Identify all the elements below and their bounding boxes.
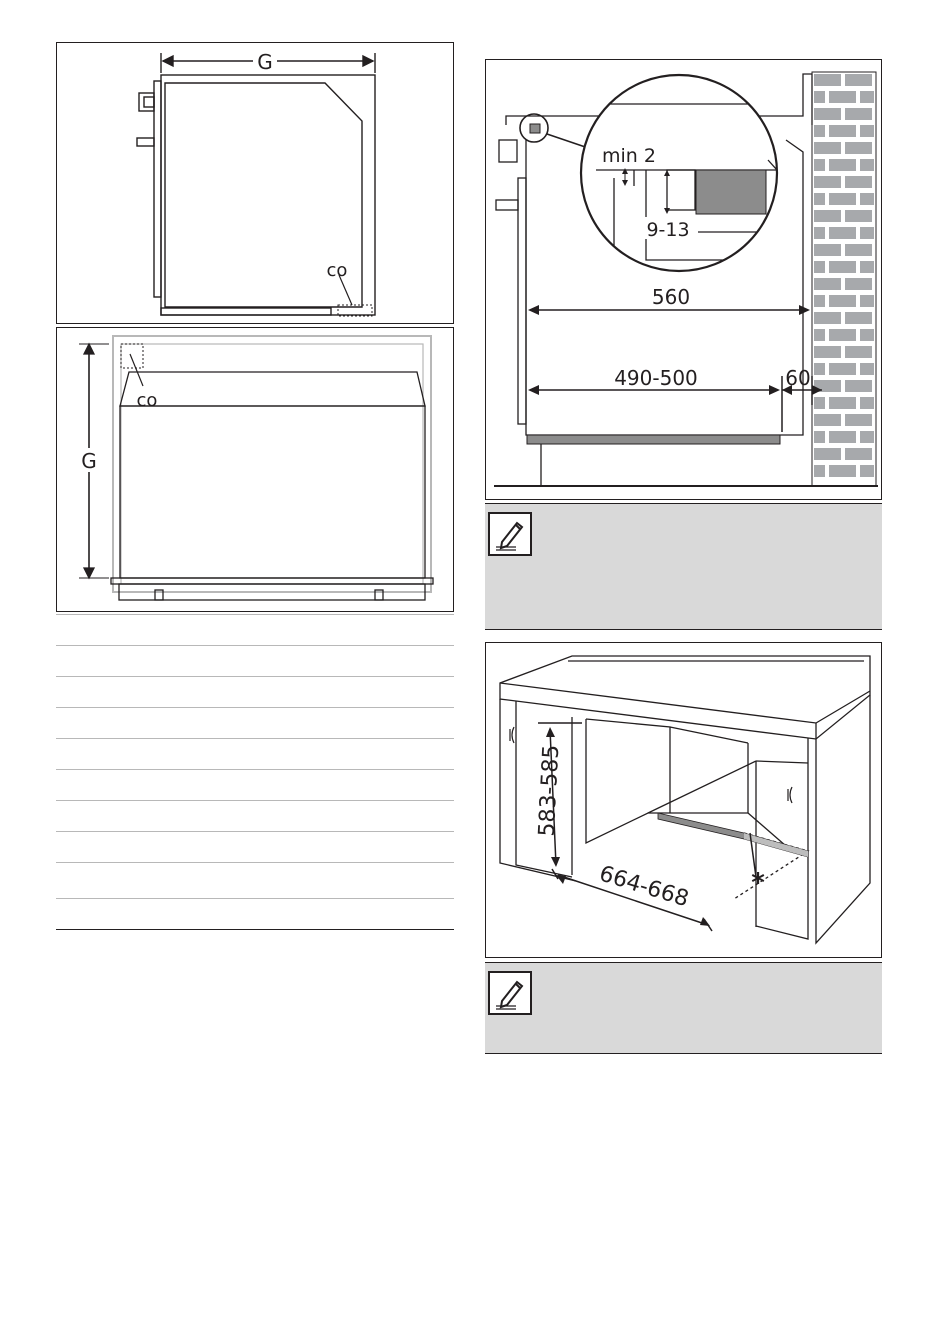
table-rule xyxy=(56,676,454,677)
top-view-dimension-g: G xyxy=(257,50,273,74)
table-rule xyxy=(56,862,454,863)
figure-front-view xyxy=(56,327,454,612)
offset-60-label: 60 xyxy=(785,366,811,390)
pencil-note-icon xyxy=(488,971,532,1015)
table-rule xyxy=(56,707,454,708)
note-box-2 xyxy=(485,962,882,1054)
table-rule xyxy=(56,738,454,739)
table-rule-bottom xyxy=(56,929,454,930)
asterisk-label: * xyxy=(751,868,765,898)
gap-range-label: 9-13 xyxy=(646,219,690,241)
table-rule xyxy=(56,800,454,801)
figure-cabinet-niche xyxy=(485,642,882,958)
table-rule xyxy=(56,898,454,899)
table-rule xyxy=(56,614,454,615)
table-rule xyxy=(56,831,454,832)
top-view-drawing xyxy=(57,43,455,325)
front-view-drawing xyxy=(57,328,455,613)
pencil-note-icon xyxy=(488,512,532,556)
cabinet-niche-drawing xyxy=(486,643,883,959)
table-rule xyxy=(56,769,454,770)
note-box-1 xyxy=(485,503,882,630)
niche-width-label: 664-668 xyxy=(596,861,692,913)
table-rule xyxy=(56,645,454,646)
front-view-dimension-g: G xyxy=(81,449,97,473)
niche-height-label: 583-585 xyxy=(534,744,565,838)
top-view-cutout-label: co xyxy=(326,260,348,281)
front-view-cutout-label: co xyxy=(136,390,158,411)
brick-wall xyxy=(812,72,876,486)
figure-side-section xyxy=(485,59,882,500)
width-560-label: 560 xyxy=(651,285,691,309)
figure-top-view xyxy=(56,42,454,324)
min-gap-label: min 2 xyxy=(602,145,656,167)
depth-490-500-label: 490-500 xyxy=(614,366,698,390)
side-section-drawing xyxy=(486,60,883,501)
